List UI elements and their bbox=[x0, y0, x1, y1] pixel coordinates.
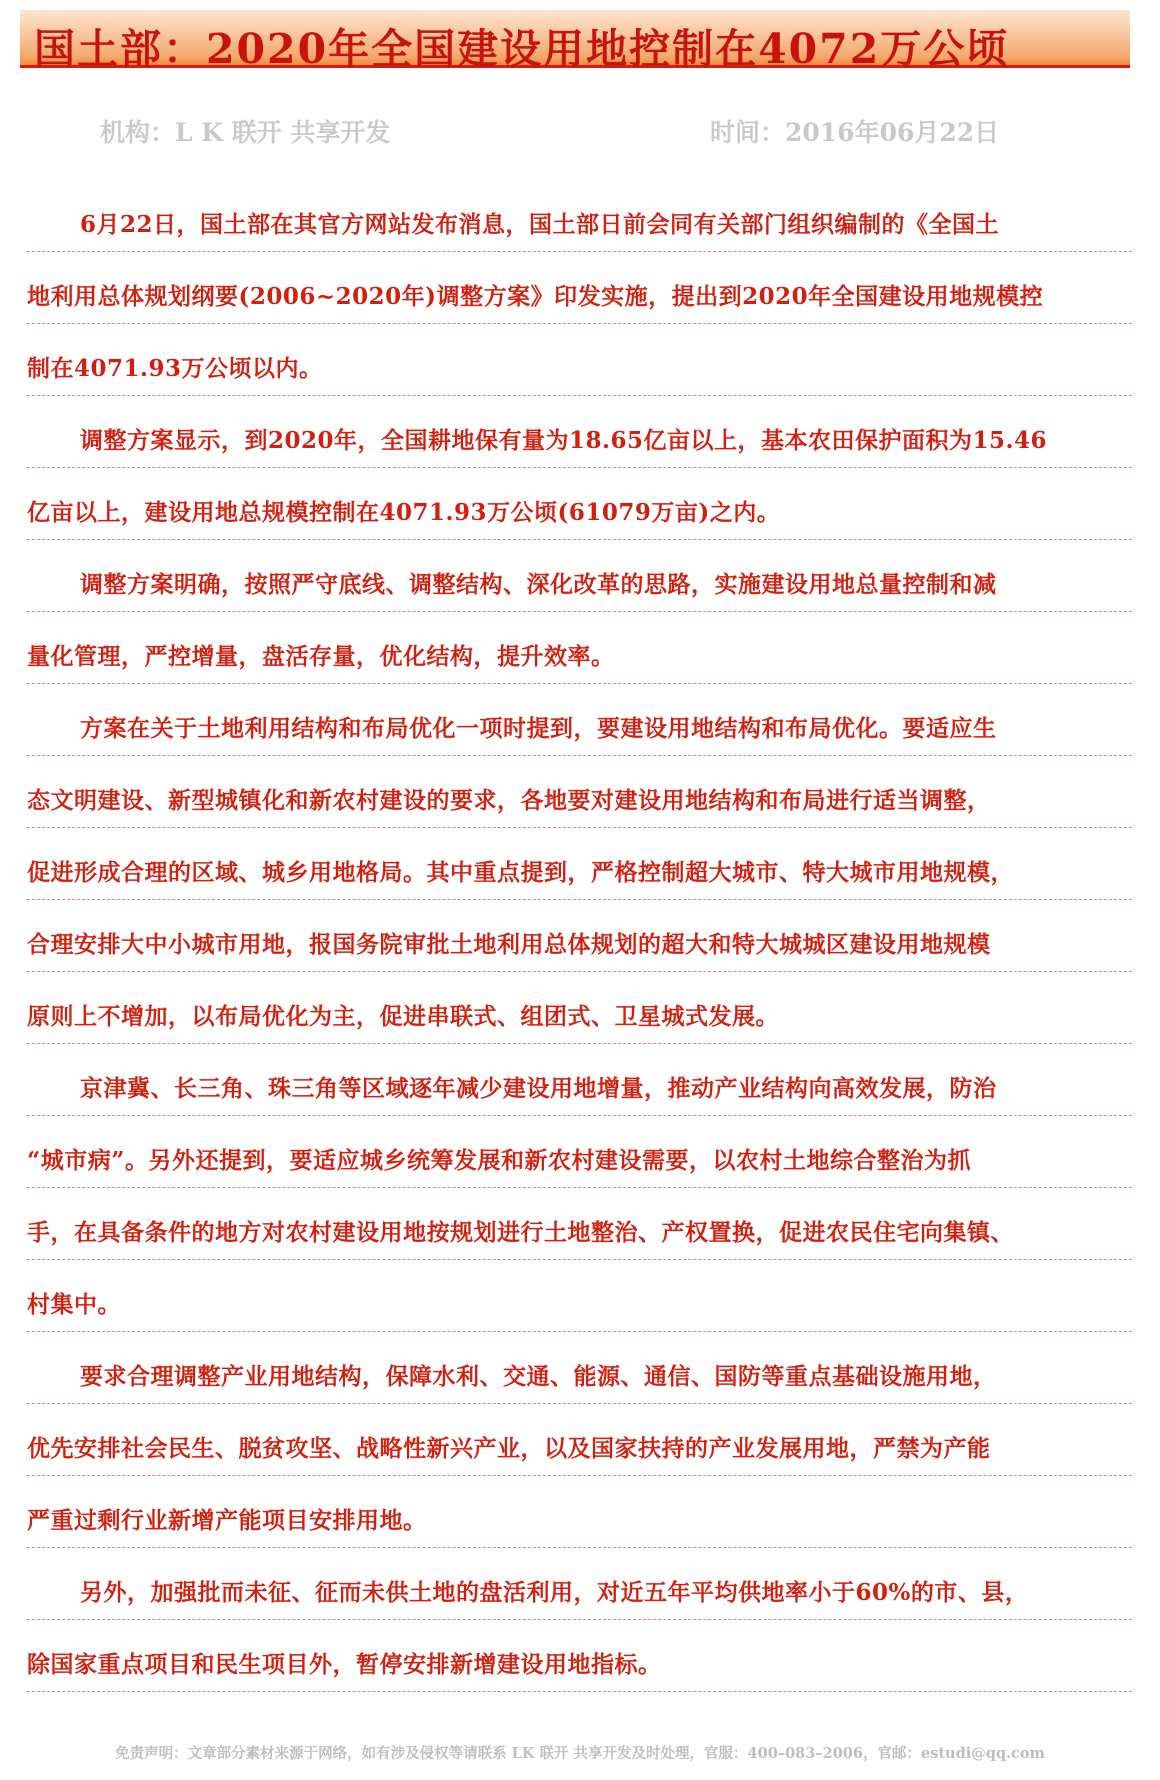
paragraph-text: 除国家重点项目和民生项目外，暂停安排新增建设用地指标。 bbox=[27, 1651, 662, 1678]
paragraph-text: 方案在关于土地利用结构和布局优化一项时提到，要建设用地结构和布局优化。要适应生 bbox=[80, 715, 997, 742]
paragraph-line bbox=[27, 900, 1132, 972]
paragraph-line bbox=[27, 684, 1132, 756]
paragraph-line bbox=[27, 612, 1132, 684]
paragraph-text: 严重过剩行业新增产能项目安排用地。 bbox=[27, 1507, 427, 1534]
paragraph-line bbox=[27, 1188, 1132, 1260]
paragraph-line bbox=[27, 252, 1132, 324]
paragraph-line bbox=[27, 468, 1132, 540]
org-meta: 机构：L K 联开 共享开发 bbox=[100, 118, 391, 147]
paragraph-line bbox=[27, 324, 1132, 396]
paragraph-text: 制在4071.93万公顷以内。 bbox=[27, 355, 323, 382]
paragraph-line bbox=[27, 1476, 1132, 1548]
paragraph-line bbox=[27, 828, 1132, 900]
paragraph-line bbox=[27, 1116, 1132, 1188]
paragraph-text: 要求合理调整产业用地结构，保障水利、交通、能源、通信、国防等重点基础设施用地， bbox=[80, 1363, 997, 1390]
article-body bbox=[27, 180, 1132, 1692]
paragraph-line bbox=[27, 1044, 1132, 1116]
paragraph-text: 态文明建设、新型城镇化和新农村建设的要求，各地要对建设用地结构和布局进行适当调整， bbox=[27, 787, 991, 814]
paragraph-text: 地利用总体规划纲要(2006~2020年)调整方案》印发实施，提出到2020年全国建设用地规模控 bbox=[27, 283, 1044, 310]
publish-time: 时间：2016年06月22日 bbox=[710, 118, 1000, 147]
paragraph-text: 量化管理，严控增量，盘活存量，优化结构，提升效率。 bbox=[27, 643, 615, 670]
paragraph-text: 村集中。 bbox=[27, 1291, 121, 1318]
paragraph-text: 优先安排社会民生、脱贫攻坚、战略性新兴产业，以及国家扶持的产业发展用地，严禁为产能 bbox=[27, 1435, 991, 1462]
paragraph-text: 调整方案显示，到2020年，全国耕地保有量为18.65亿亩以上，基本农田保护面积为15.46 bbox=[80, 427, 1048, 454]
paragraph-text: 亿亩以上，建设用地总规模控制在4071.93万公顷(61079万亩)之内。 bbox=[27, 499, 781, 526]
paragraph-text: 原则上不增加，以布局优化为主，促进串联式、组团式、卫星城式发展。 bbox=[27, 1003, 779, 1030]
paragraph-line bbox=[27, 756, 1132, 828]
paragraph-text: 促进形成合理的区域、城乡用地格局。其中重点提到，严格控制超大城市、特大城市用地规模， bbox=[27, 859, 1014, 886]
paragraph-line bbox=[27, 1332, 1132, 1404]
paragraph-line bbox=[27, 396, 1132, 468]
paragraph-line bbox=[27, 540, 1132, 612]
paragraph-text: 京津冀、长三角、珠三角等区域逐年减少建设用地增量，推动产业结构向高效发展，防治 bbox=[80, 1075, 997, 1102]
disclaimer-footer: 免责声明：文章部分素材来源于网络，如有涉及侵权等请联系 LK 联开 共享开发及时处理，官服：400–083–2006，官邮：estudi@qq.com bbox=[115, 1745, 1045, 1762]
paragraph-text: 手，在具备条件的地方对农村建设用地按规划进行土地整治、产权置换，促进农民住宅向集镇、 bbox=[27, 1219, 1014, 1246]
paragraph-text: 另外，加强批而未征、征而未供土地的盘活利用，对近五年平均供地率小于60%的市、县， bbox=[80, 1579, 1029, 1606]
paragraph-text: “城市病”。另外还提到，要适应城乡统筹发展和新农村建设需要，以农村土地综合整治为抓 bbox=[27, 1147, 971, 1174]
paragraph-line bbox=[27, 1548, 1132, 1620]
paragraph-text: 合理安排大中小城市用地，报国务院审批土地利用总体规划的超大和特大城城区建设用地规模 bbox=[27, 931, 991, 958]
paragraph-line bbox=[27, 180, 1132, 252]
paragraph-line bbox=[27, 1620, 1132, 1692]
paragraph-line bbox=[27, 972, 1132, 1044]
paragraph-text: 调整方案明确，按照严守底线、调整结构、深化改革的思路，实施建设用地总量控制和减 bbox=[80, 571, 997, 598]
page-title: 国土部：2020年全国建设用地控制在4072万公顷 bbox=[34, 25, 1010, 73]
title-banner bbox=[20, 10, 1130, 73]
paragraph-line bbox=[27, 1260, 1132, 1332]
paragraph-line bbox=[27, 1404, 1132, 1476]
paragraph-text: 6月22日，国土部在其官方网站发布消息，国土部日前会同有关部门组织编制的《全国土 bbox=[80, 211, 1000, 238]
